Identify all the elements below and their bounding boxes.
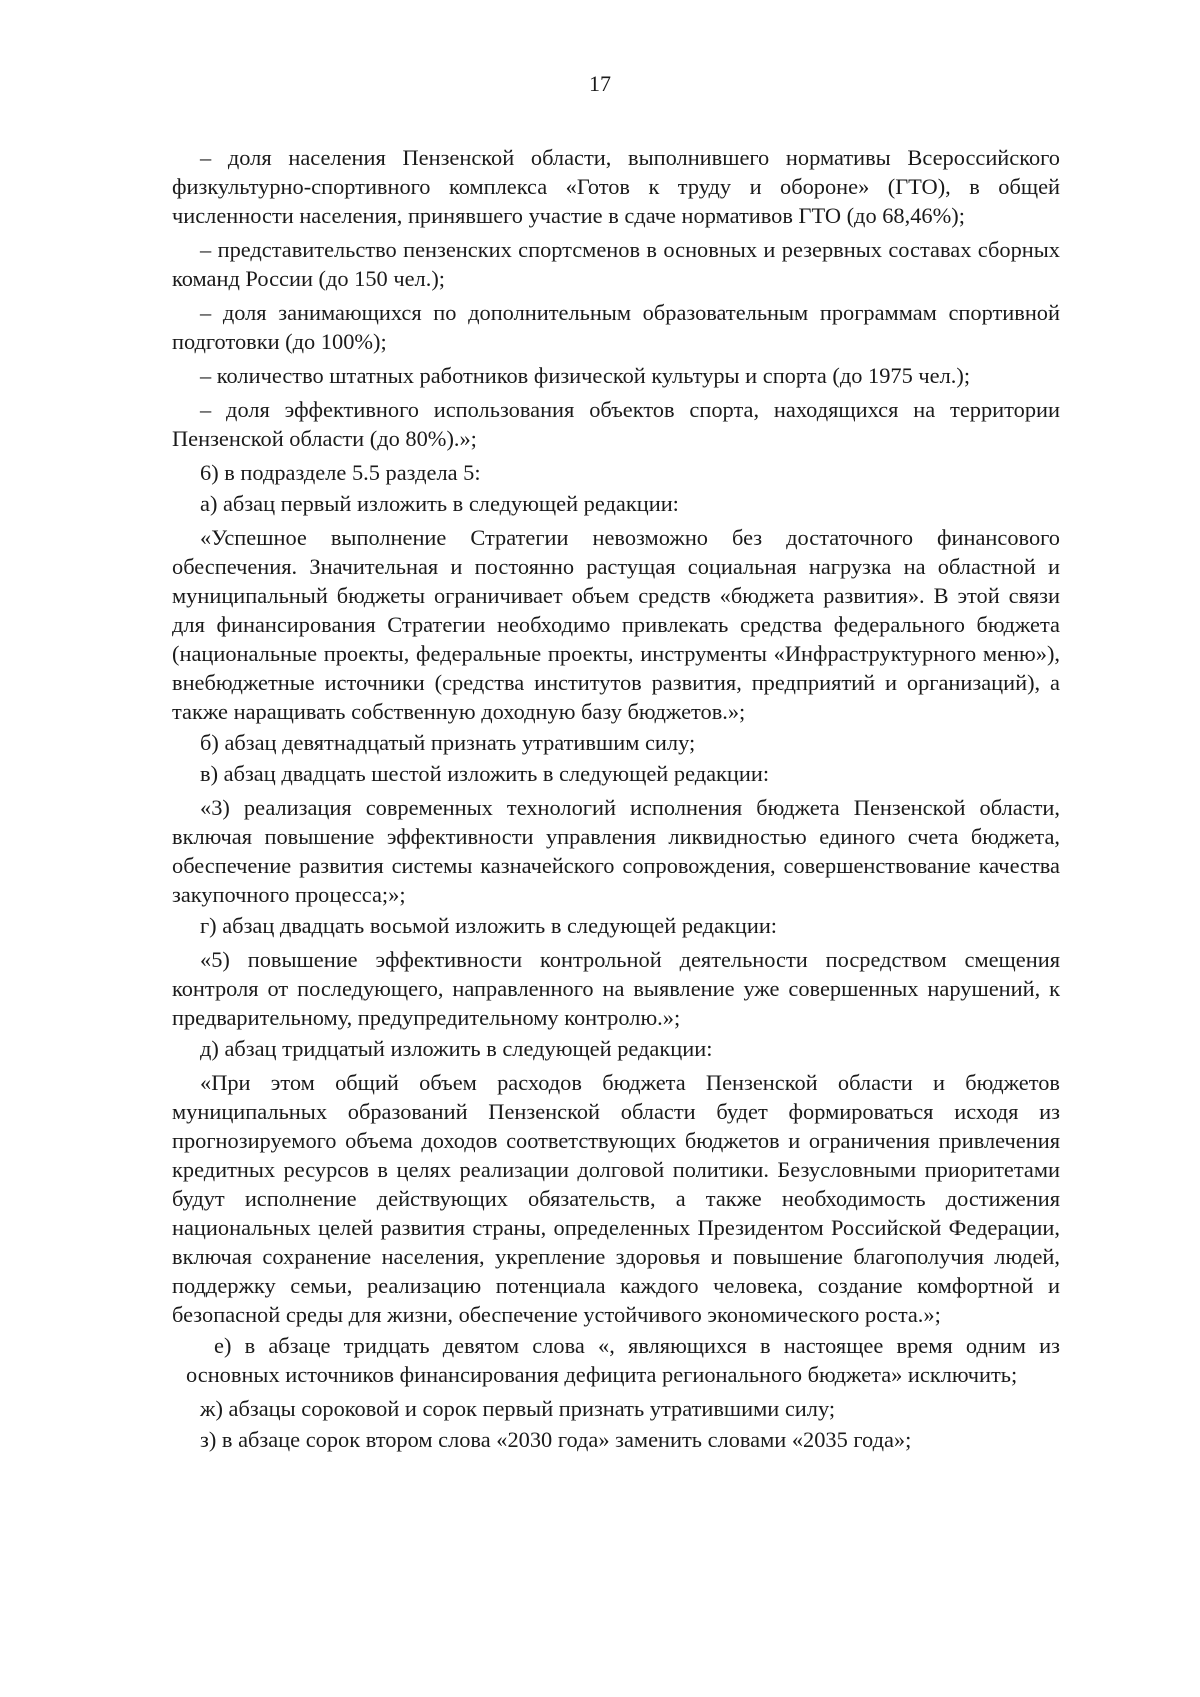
paragraph-item-zh: ж) абзацы сороковой и сорок первый признать утратившими силу; [200, 1396, 836, 1421]
paragraph-sports-facilities-usage: – доля эффективного использования объектов спорта, находящихся на территории Пензенской области (до 80%).»; [172, 397, 1060, 451]
paragraph-quote-expenditure-volume: «При этом общий объем расходов бюджета Пензенской области и бюджетов муниципальных образований Пензенской области будет формироваться исходя из прогнозируемого объема доходов соответствующих бюджетов и ограничения привлечения кредитных ресурсов в целях реализации долговой политики. Безусловными приоритетами будут исполнение действующих обязательств, а также необходимость достижения национальных целей развития страны, определенных Президентом Российской Федерации, включая сохранение населения, укрепление здоровья и повышение благополучия людей, поддержку семьи, реализацию потенциала каждого человека, создание комфортной и безопасной среды для жизни, обеспечение устойчивого экономического роста.»; [172, 1070, 1060, 1327]
paragraph-athletes-representation: – представительство пензенских спортсменов в основных и резервных составах сборных команд России (до 150 чел.); [172, 237, 1060, 291]
paragraph-item-g: г) абзац двадцать восьмой изложить в следующей редакции: [200, 913, 778, 938]
page-number: 17 [589, 71, 611, 96]
paragraph-item-b: б) абзац девятнадцатый признать утратившим силу; [200, 730, 696, 755]
paragraph-item-e: е) в абзаце тридцать девятом слова «, являющихся в настоящее время одним из основных источников финансирования дефицита регионального бюджета» исключить; [186, 1333, 1060, 1387]
paragraph-quote-strategy-financing: «Успешное выполнение Стратегии невозможно без достаточного финансового обеспечения. Значительная и постоянно растущая социальная нагрузка на областной и муниципальный бюджеты ограничивает объем средств «бюджета развития». В этой связи для финансирования Стратегии необходимо привлекать средства федерального бюджета (национальные проекты, федеральные проекты, инструменты «Инфраструктурного меню»), внебюджетные источники (средства институтов развития, предприятий и организаций), а также наращивать собственную доходную базу бюджетов.»; [172, 525, 1060, 724]
paragraph-sports-training-share: – доля занимающихся по дополнительным образовательным программам спортивной подготовки (до 100%); [172, 300, 1060, 354]
paragraph-quote-budget-technologies: «3) реализация современных технологий исполнения бюджета Пензенской области, включая повышение эффективности управления ликвидностью единого счета бюджета, обеспечение развития системы казначейского сопровождения, совершенствование качества закупочного процесса;»; [172, 795, 1060, 907]
paragraph-staff-count: – количество штатных работников физической культуры и спорта (до 1975 чел.); [200, 363, 971, 388]
document-body [172, 143, 1060, 1459]
paragraph-item-d: д) абзац тридцатый изложить в следующей редакции: [200, 1036, 713, 1061]
paragraph-quote-control-activity: «5) повышение эффективности контрольной деятельности посредством смещения контроля от последующего, направленного на выявление уже совершенных нарушений, к предварительному, предупредительному контролю.»; [172, 947, 1060, 1030]
paragraph-item-a: а) абзац первый изложить в следующей редакции: [200, 491, 679, 516]
paragraph-item-z: з) в абзаце сорок втором слова «2030 года» заменить словами «2035 года»; [200, 1427, 912, 1452]
paragraph-gto-share: – доля населения Пензенской области, выполнившего нормативы Всероссийского физкультурно-спортивного комплекса «Готов к труду и обороне» (ГТО), в общей численности населения, принявшего участие в сдаче нормативов ГТО (до 68,46%); [172, 145, 1060, 228]
paragraph-item-6: 6) в подразделе 5.5 раздела 5: [200, 460, 481, 485]
paragraph-item-v: в) абзац двадцать шестой изложить в следующей редакции: [200, 761, 770, 786]
